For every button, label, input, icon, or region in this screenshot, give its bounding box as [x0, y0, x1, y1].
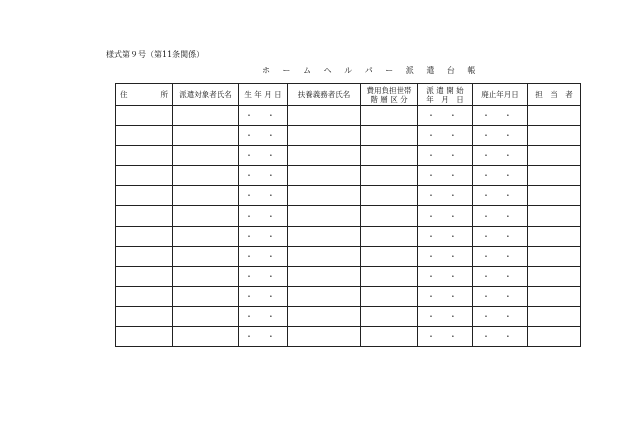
cell-recipient-name[interactable] — [173, 246, 239, 266]
cell-dispatch-start[interactable]: ・ ・ — [418, 186, 473, 206]
header-dispatch-start-line1: 派 遣 開 始 — [426, 85, 464, 95]
cell-cost-burden[interactable] — [361, 126, 418, 146]
table-row — [116, 286, 581, 306]
cell-supporter-name[interactable] — [288, 266, 361, 286]
cell-person-in-charge[interactable] — [528, 286, 581, 306]
cell-birth-date[interactable]: ・ ・ — [239, 327, 288, 347]
table-row — [116, 186, 581, 206]
cell-birth-date[interactable]: ・ ・ — [239, 186, 288, 206]
cell-person-in-charge[interactable] — [528, 266, 581, 286]
cell-person-in-charge[interactable] — [528, 146, 581, 166]
cell-dispatch-start[interactable]: ・ ・ — [418, 166, 473, 186]
cell-recipient-name[interactable] — [173, 106, 239, 126]
table-row — [116, 306, 581, 326]
cell-person-in-charge[interactable] — [528, 186, 581, 206]
table-row — [116, 106, 581, 126]
header-recipient-name: 派遣対象者氏名 — [173, 84, 239, 106]
cell-abolition-date[interactable]: ・ ・ — [473, 306, 528, 326]
cell-birth-date[interactable]: ・ ・ — [239, 146, 288, 166]
header-cost-burden-line2: 階 層 区 分 — [370, 94, 408, 104]
form-number-label: 様式第９号（第11条関係） — [106, 50, 205, 59]
cell-cost-burden[interactable] — [361, 146, 418, 166]
table-row — [116, 246, 581, 266]
cell-cost-burden[interactable] — [361, 166, 418, 186]
cell-cost-burden[interactable] — [361, 186, 418, 206]
cell-address[interactable] — [116, 126, 173, 146]
cell-birth-date[interactable]: ・ ・ — [239, 226, 288, 246]
header-cost-burden — [361, 84, 418, 106]
cell-supporter-name[interactable] — [288, 146, 361, 166]
cell-abolition-date[interactable]: ・ ・ — [473, 266, 528, 286]
cell-abolition-date[interactable]: ・ ・ — [473, 286, 528, 306]
table-header-row — [116, 84, 581, 106]
cell-supporter-name[interactable] — [288, 126, 361, 146]
header-cost-burden-line1: 費用負担世帯 — [366, 85, 412, 95]
table-row — [116, 206, 581, 226]
cell-person-in-charge[interactable] — [528, 126, 581, 146]
cell-cost-burden[interactable] — [361, 246, 418, 266]
table-body — [116, 106, 581, 347]
cell-supporter-name[interactable] — [288, 226, 361, 246]
cell-dispatch-start[interactable]: ・ ・ — [418, 306, 473, 326]
cell-supporter-name[interactable] — [288, 206, 361, 226]
cell-recipient-name[interactable] — [173, 266, 239, 286]
cell-supporter-name[interactable] — [288, 327, 361, 347]
header-address-part2: 所 — [160, 90, 168, 99]
cell-address[interactable] — [116, 146, 173, 166]
cell-person-in-charge[interactable] — [528, 166, 581, 186]
cell-dispatch-start[interactable]: ・ ・ — [418, 327, 473, 347]
cell-birth-date[interactable]: ・ ・ — [239, 286, 288, 306]
cell-cost-burden[interactable] — [361, 266, 418, 286]
cell-abolition-date[interactable]: ・ ・ — [473, 106, 528, 126]
cell-supporter-name[interactable] — [288, 286, 361, 306]
cell-cost-burden[interactable] — [361, 106, 418, 126]
table-row — [116, 146, 581, 166]
cell-supporter-name[interactable] — [288, 306, 361, 326]
cell-abolition-date[interactable]: ・ ・ — [473, 226, 528, 246]
cell-birth-date[interactable]: ・ ・ — [239, 166, 288, 186]
cell-abolition-date[interactable]: ・ ・ — [473, 206, 528, 226]
cell-recipient-name[interactable] — [173, 146, 239, 166]
table-row — [116, 266, 581, 286]
header-dispatch-start — [418, 84, 473, 106]
cell-abolition-date[interactable]: ・ ・ — [473, 166, 528, 186]
cell-supporter-name[interactable] — [288, 166, 361, 186]
cell-dispatch-start[interactable]: ・ ・ — [418, 106, 473, 126]
header-address — [116, 84, 173, 106]
cell-cost-burden[interactable] — [361, 327, 418, 347]
cell-address[interactable] — [116, 306, 173, 326]
cell-person-in-charge[interactable] — [528, 206, 581, 226]
cell-person-in-charge[interactable] — [528, 226, 581, 246]
dispatch-ledger-table — [115, 83, 581, 347]
cell-abolition-date[interactable]: ・ ・ — [473, 327, 528, 347]
cell-recipient-name[interactable] — [173, 306, 239, 326]
cell-address[interactable] — [116, 186, 173, 206]
cell-dispatch-start[interactable]: ・ ・ — [418, 146, 473, 166]
cell-address[interactable] — [116, 286, 173, 306]
cell-birth-date[interactable]: ・ ・ — [239, 266, 288, 286]
cell-abolition-date[interactable]: ・ ・ — [473, 146, 528, 166]
cell-recipient-name[interactable] — [173, 186, 239, 206]
cell-address[interactable] — [116, 266, 173, 286]
cell-dispatch-start[interactable]: ・ ・ — [418, 266, 473, 286]
header-birth-date: 生 年 月 日 — [239, 84, 288, 106]
table-row — [116, 327, 581, 347]
header-abolition-date: 廃止年月日 — [473, 84, 528, 106]
cell-birth-date[interactable]: ・ ・ — [239, 106, 288, 126]
cell-supporter-name[interactable] — [288, 246, 361, 266]
cell-person-in-charge[interactable] — [528, 306, 581, 326]
cell-abolition-date[interactable]: ・ ・ — [473, 246, 528, 266]
cell-person-in-charge[interactable] — [528, 106, 581, 126]
cell-supporter-name[interactable] — [288, 186, 361, 206]
cell-dispatch-start[interactable]: ・ ・ — [418, 246, 473, 266]
cell-recipient-name[interactable] — [173, 327, 239, 347]
cell-cost-burden[interactable] — [361, 226, 418, 246]
cell-recipient-name[interactable] — [173, 286, 239, 306]
cell-address[interactable] — [116, 206, 173, 226]
table-row — [116, 166, 581, 186]
cell-dispatch-start[interactable]: ・ ・ — [418, 206, 473, 226]
cell-cost-burden[interactable] — [361, 206, 418, 226]
cell-recipient-name[interactable] — [173, 126, 239, 146]
cell-recipient-name[interactable] — [173, 206, 239, 226]
cell-supporter-name[interactable] — [288, 106, 361, 126]
cell-birth-date[interactable]: ・ ・ — [239, 206, 288, 226]
header-address-part1: 住 — [120, 90, 128, 99]
document-title: ホ ー ム ヘ ル パ ー 派 遣 台 帳 — [262, 66, 481, 75]
cell-address[interactable] — [116, 246, 173, 266]
cell-abolition-date[interactable]: ・ ・ — [473, 126, 528, 146]
cell-abolition-date[interactable]: ・ ・ — [473, 186, 528, 206]
table-row — [116, 226, 581, 246]
cell-address[interactable] — [116, 106, 173, 126]
cell-recipient-name[interactable] — [173, 166, 239, 186]
header-person-in-charge: 担 当 者 — [528, 84, 581, 106]
header-supporter-name: 扶養義務者氏名 — [288, 84, 361, 106]
cell-cost-burden[interactable] — [361, 286, 418, 306]
header-dispatch-start-line2: 年 月 日 — [426, 94, 464, 104]
table-row — [116, 126, 581, 146]
cell-address[interactable] — [116, 226, 173, 246]
cell-person-in-charge[interactable] — [528, 246, 581, 266]
cell-recipient-name[interactable] — [173, 226, 239, 246]
cell-birth-date[interactable]: ・ ・ — [239, 126, 288, 146]
cell-birth-date[interactable]: ・ ・ — [239, 306, 288, 326]
cell-person-in-charge[interactable] — [528, 327, 581, 347]
cell-dispatch-start[interactable]: ・ ・ — [418, 286, 473, 306]
cell-dispatch-start[interactable]: ・ ・ — [418, 126, 473, 146]
cell-dispatch-start[interactable]: ・ ・ — [418, 226, 473, 246]
cell-cost-burden[interactable] — [361, 306, 418, 326]
cell-address[interactable] — [116, 166, 173, 186]
cell-birth-date[interactable]: ・ ・ — [239, 246, 288, 266]
cell-address[interactable] — [116, 327, 173, 347]
